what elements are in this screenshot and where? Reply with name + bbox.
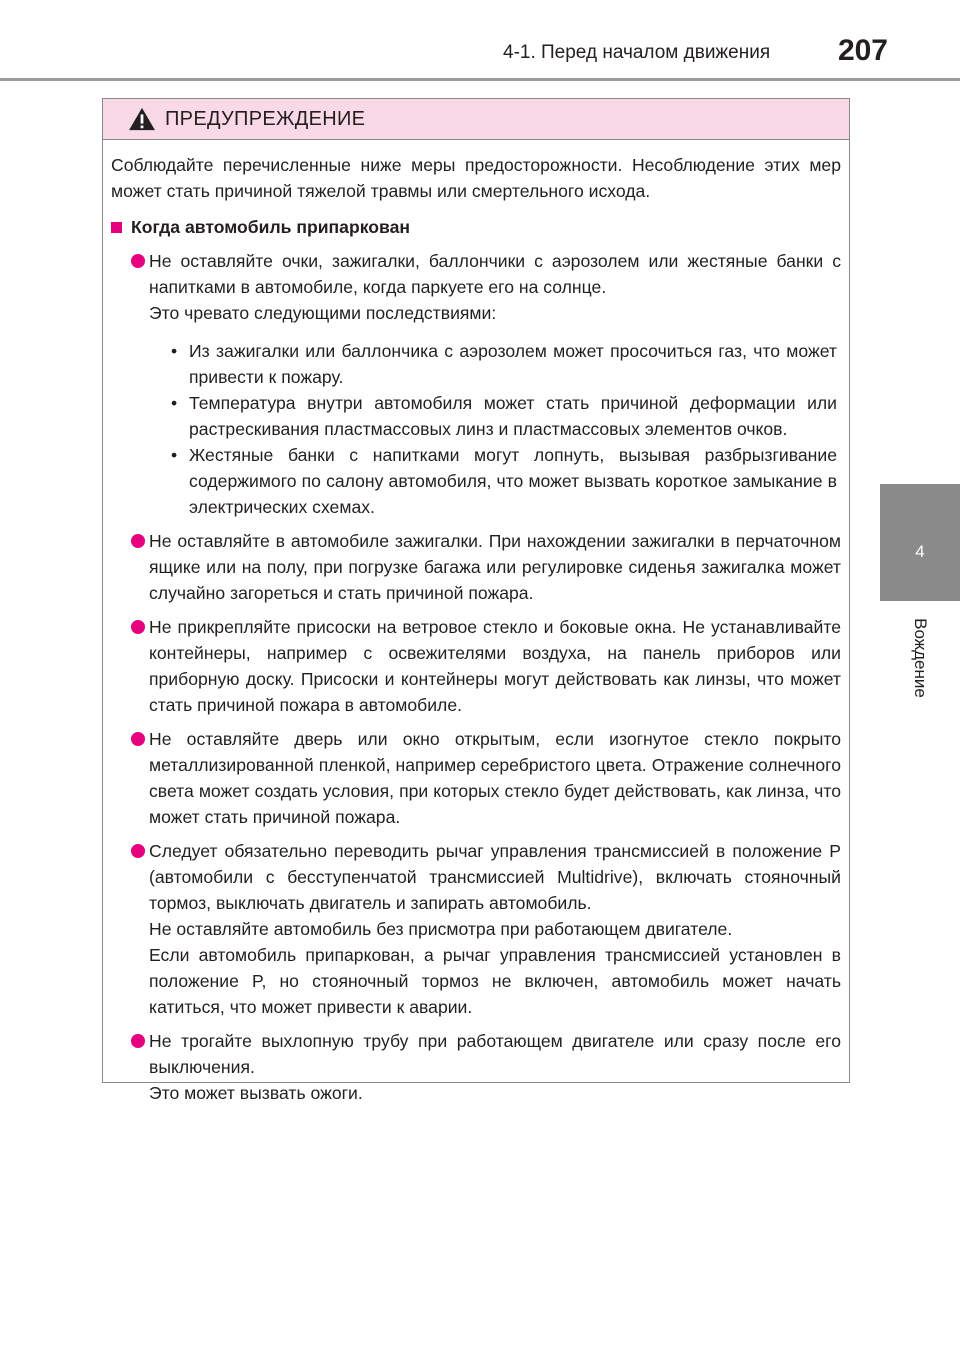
warning-header	[103, 99, 849, 140]
list-item-note: Это чревато следующими последствиями:	[149, 303, 497, 323]
chapter-label: Вождение	[911, 618, 930, 698]
sub-list-item	[169, 338, 837, 390]
warning-triangle-icon	[127, 107, 157, 131]
list-item-text: Не прикрепляйте присоски на ветровое стекло и боковые окна. Не устанавливайте контейнеры, например с освежителями воздуха, на панель приборов или приборную доску. Присоски и контейнеры могут действовать как линзы, что может стать причиной пожара в автомобиле.	[149, 617, 841, 715]
chapter-label-container	[890, 608, 950, 708]
square-bullet-icon	[111, 222, 122, 233]
bullet-dot-icon	[131, 1034, 145, 1048]
section-heading	[111, 214, 841, 240]
warning-intro: Соблюдайте перечисленные ниже меры предосторожности. Несоблюдение этих мер может стать причиной тяжелой травмы или смертельного исхода.	[111, 155, 841, 201]
chapter-tab[interactable]	[880, 484, 960, 601]
list-item-text: Не оставляйте дверь или окно открытым, если изогнутое стекло покрыто металлизированной пленкой, например серебристого цвета. Отражение солнечного света может создать условия, при которых стекло будет действовать, как линза, что может стать причиной пожара.	[149, 729, 841, 827]
sub-list-item	[169, 390, 837, 442]
sub-list-item-text: Температура внутри автомобиля может стать причиной деформации или растрескивания пластмассовых линз и пластмассовых элементов очков.	[189, 393, 837, 439]
sub-list-item-text: Жестяные банки с напитками могут лопнуть, вызывая разбрызгивание содержимого по салону автомобиля, что может вызвать короткое замыкание в электрических схемах.	[189, 445, 837, 517]
bullet-dot-icon	[131, 534, 145, 548]
list-item-note: Если автомобиль припаркован, а рычаг управления трансмиссией установлен в положение P, но стояночный тормоз не включен, автомобиль может начать катиться, что может привести к аварии.	[149, 945, 841, 1017]
sub-bullet-icon: •	[171, 341, 178, 361]
bullet-dot-icon	[131, 620, 145, 634]
list-item-text: Следует обязательно переводить рычаг управления трансмиссией в положение P (автомобили с бесступенчатой трансмиссией Multidrive), включать стояночный тормоз, выключать двигатель и запирать автомобиль.	[149, 841, 841, 913]
list-item-text: Не трогайте выхлопную трубу при работающем двигателе или сразу после его выключения.	[149, 1031, 841, 1077]
list-item	[111, 248, 841, 520]
list-item	[111, 528, 841, 606]
bullet-dot-icon	[131, 254, 145, 268]
list-item	[111, 838, 841, 1020]
list-item-note: Это может вызвать ожоги.	[149, 1083, 363, 1103]
sub-list	[149, 338, 841, 520]
list-item-text: Не оставляйте в автомобиле зажигалки. При нахождении зажигалки в перчаточном ящике или на полу, при погрузке багажа или регулировке сиденья зажигалка может случайно загореться и стать причиной пожара.	[149, 531, 841, 603]
bullet-dot-icon	[131, 844, 145, 858]
list-item	[111, 614, 841, 718]
section-title: 4-1. Перед началом движения	[503, 42, 771, 63]
list-item-text: Не оставляйте очки, зажигалки, баллончики с аэрозолем или жестяные банки с напитками в автомобиле, когда паркуете его на солнце.	[149, 251, 841, 297]
sub-list-item-text: Из зажигалки или баллончика с аэрозолем может просочиться газ, что может привести к пожару.	[189, 341, 837, 387]
warning-title: ПРЕДУПРЕЖДЕНИЕ	[165, 107, 366, 130]
chapter-number: 4	[915, 542, 925, 561]
page-number: 207	[837, 34, 888, 67]
sub-list-item	[169, 442, 837, 520]
warning-box	[102, 98, 850, 1103]
header-divider	[0, 78, 960, 81]
list-item	[111, 726, 841, 830]
bullet-dot-icon	[131, 732, 145, 746]
warning-body	[103, 140, 849, 1106]
list-item	[111, 1028, 841, 1106]
sub-bullet-icon: •	[171, 393, 178, 413]
sub-bullet-icon: •	[171, 445, 178, 465]
list-item-note: Не оставляйте автомобиль без присмотра при работающем двигателе.	[149, 919, 733, 939]
section-heading-text: Когда автомобиль припаркован	[131, 217, 411, 237]
